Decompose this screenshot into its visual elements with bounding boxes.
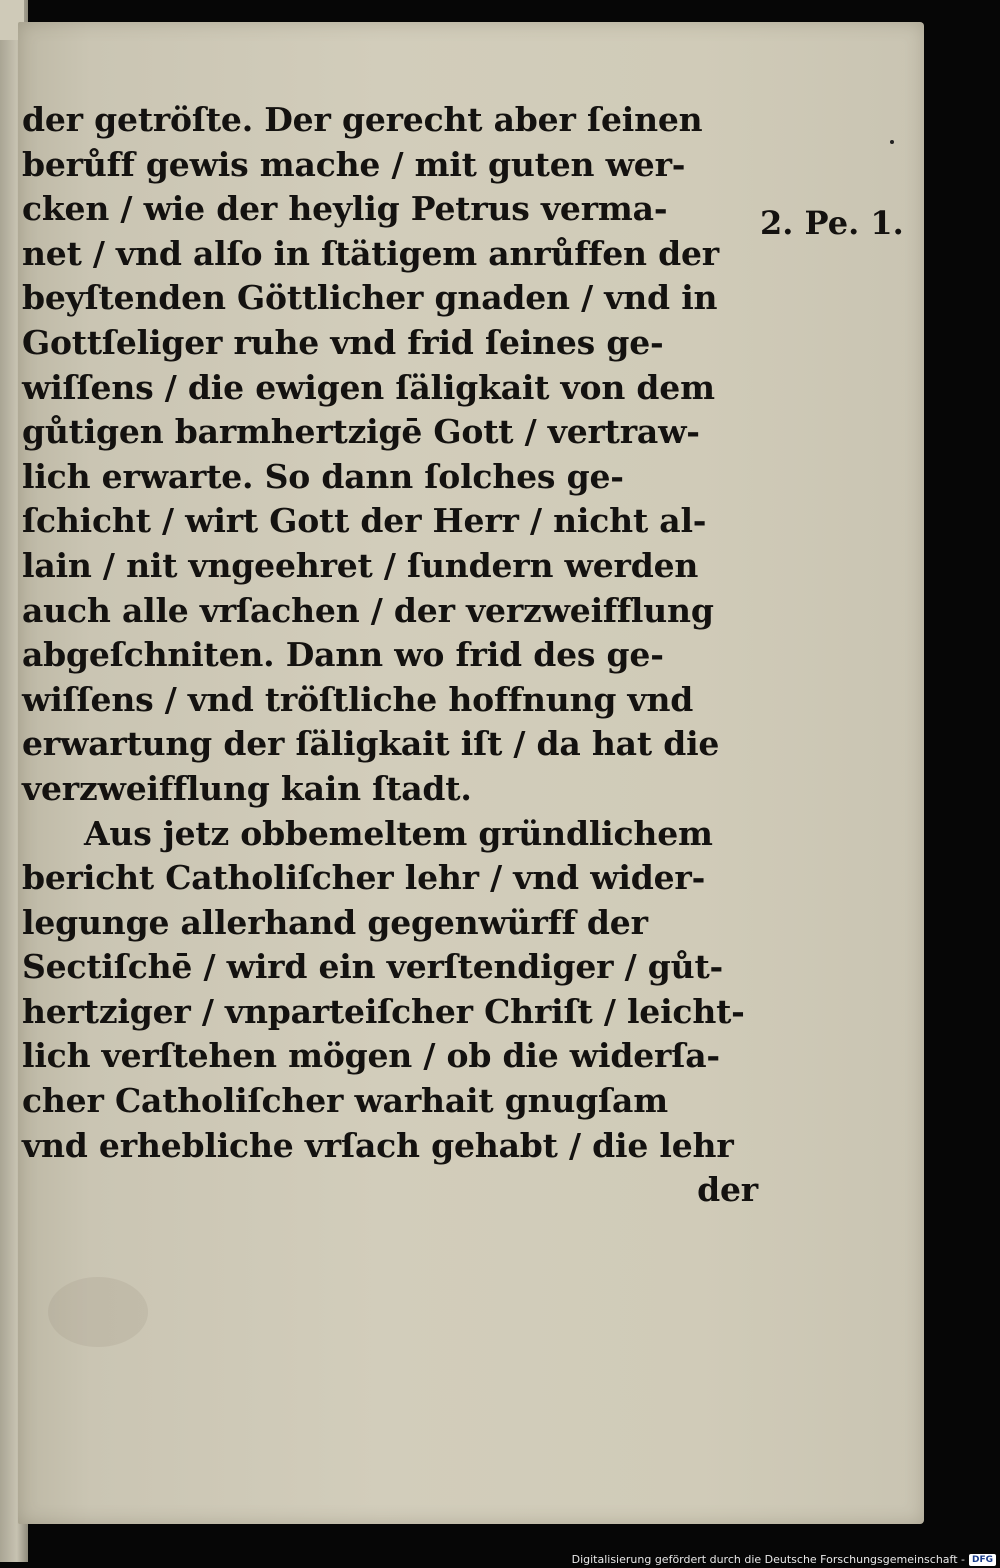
text-line: gůtigen barmhertzigē Gott / vertraw- bbox=[22, 412, 700, 452]
credit-text: Digitalisierung gefördert durch die Deutsche Forschungsgemeinschaft - bbox=[571, 1553, 965, 1566]
text-line: auch alle vrſachen / der verzweifflung bbox=[22, 590, 714, 630]
text-line: legunge allerhand gegenwürff der bbox=[22, 902, 648, 942]
text-line: erwartung der ſäligkait iſt / da hat die bbox=[22, 724, 720, 764]
text-line: beyſtenden Göttlicher gnaden / vnd in bbox=[22, 278, 718, 318]
paper-stain bbox=[48, 1277, 148, 1347]
book-page bbox=[18, 22, 924, 1524]
text-line: Sectiſchē / wird ein verſtendiger / gůt- bbox=[22, 947, 724, 987]
text-line: berůff gewis mache / mit guten wer- bbox=[22, 144, 686, 184]
text-line: wiſſens / vnd tröſtliche hoffnung vnd bbox=[22, 679, 694, 719]
ink-speck bbox=[890, 140, 894, 144]
text-line: lain / nit vngeehret / ſundern werden bbox=[22, 545, 699, 585]
text-line: cken / wie der heylig Petrus verma- bbox=[22, 189, 668, 229]
text-line: wiſſens / die ewigen ſäligkait von dem bbox=[22, 367, 715, 407]
text-line: lich verſtehen mögen / ob die widerſa- bbox=[22, 1036, 720, 1076]
text-line: net / vnd alſo in ſtätigem anrůffen der bbox=[22, 233, 719, 273]
text-line: lich erwarte. So dann ſolches ge- bbox=[22, 456, 624, 496]
text-line: ſchicht / wirt Gott der Herr / nicht al- bbox=[22, 501, 707, 541]
text-line: hertziger / vnparteiſcher Chriſt / leicht- bbox=[22, 991, 745, 1031]
text-line: cher Catholiſcher warhait gnugſam bbox=[22, 1081, 668, 1121]
text-line: bericht Catholiſcher lehr / vnd wider- bbox=[22, 858, 706, 898]
paragraph-start-line: Aus jetz obbemeltem gründlichem bbox=[84, 813, 713, 853]
text-line: der getröſte. Der gerecht aber ſeinen bbox=[22, 100, 703, 139]
text-line: abgeſchniten. Dann wo frid des ge- bbox=[22, 635, 664, 675]
text-line: Gottſeliger ruhe vnd frid ſeines ge- bbox=[22, 322, 664, 362]
body-text bbox=[22, 98, 762, 1213]
digitization-credit bbox=[572, 1553, 996, 1566]
marginal-note: 2. Pe. 1. bbox=[760, 204, 904, 242]
text-line: verzweifflung kain ſtadt. bbox=[22, 768, 472, 808]
catchword: der bbox=[697, 1170, 758, 1210]
text-line: vnd erhebliche vrſach gehabt / die lehr bbox=[22, 1125, 734, 1165]
dfg-logo: DFG bbox=[969, 1554, 996, 1566]
